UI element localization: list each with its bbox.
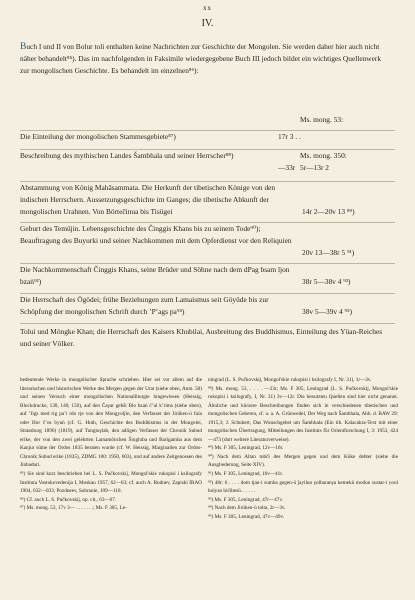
entry-ref: 20v 13—38r 5 ⁹¹) bbox=[302, 248, 355, 257]
footnotes-right-column bbox=[208, 376, 398, 521]
intro-text: uch I und II von Bolur toli enthalten keine Nachrichten zur Geschichte der Mongolen. Sie werden daher hier auch nicht näher behandelt⁸⁵). Das im nachfolgenden in Faksimile wiedergegebene Buch III jedoch bildet ein wichtiges Quellenwerk zur mongolischen Geschichte. Es behandelt im einzelnen⁸⁶): bbox=[20, 42, 382, 76]
entry-row bbox=[20, 294, 395, 318]
closing-paragraph bbox=[20, 326, 392, 350]
entry-row bbox=[20, 264, 395, 288]
footnote: ningrad (L. S. Pučkovskij, Mongol'skie rukopisi i ksilografy I, Nr. 31), 1r—3v. bbox=[208, 377, 372, 383]
footnote: ⁹¹) Ms. F 305, Leningrad, 16v—41r. bbox=[208, 471, 283, 478]
intro-paragraph bbox=[20, 41, 390, 78]
entry-row bbox=[20, 182, 395, 218]
entry-folio: 17r 3 . . bbox=[278, 132, 301, 141]
entry-row bbox=[20, 131, 395, 143]
entry-text: Abstammung von König Mahāsammata. Die Herkunft der tibetischen Könige von den indischen Herrschern. Aussetzungsgeschichte im Ganges; die tibetische Abkunft der mongolischen Urahnen. Von Börtečinua bis Tisügei bbox=[20, 183, 276, 216]
footnote: ⁸⁸) Ms. mong. 53, . . . . —33r; Ms. F 305, Leningrad (L. S. Pučkovskij, Mongol'skie rukopisi i ksilografy, I, Nr. 31) 3v—12r. Die benutzten Quellen sind hier nicht genannt. Ähnliche und kürzere Beschreibungen finden sich in verschiedenen tibetischen und mongolischen Geberen, cf. u. a. A. Grünwedel, Der Weg nach Šambhala, Abh. d. BAW 29: 1915,3; J. Schubert, Das Wunschgebet um Šambhala (Ein tib. Kalacakra-Text mit einer mongolischen Übertragung, Mitteilungen des Instituts für Orientforschung I, 3: 1953, 424—473 (dort weitere Literaturverweise). bbox=[208, 385, 398, 443]
entry-text: Die Einteilung der mongolischen Stammesgebiete⁸⁷) bbox=[20, 132, 176, 141]
section-heading: IV. bbox=[201, 18, 214, 29]
footnote: ⁹⁰) Nach dem Altan tobči des Mergen gegen und dem Köke debter (siehe die Ausgliederung, Seite XIV). bbox=[208, 453, 398, 469]
entry-text: Geburt des Temüjin. Lebensgeschichte des Činggis Khans bis zu seinem Tode⁹⁰); Beauftragung des Buyurki und seiner Nachkommen mit dem Opferdienst vor den Reliquien bbox=[20, 224, 292, 245]
drop-cap: B bbox=[20, 42, 27, 52]
entry-ref: 38v 5—39v 4 ⁹⁵) bbox=[302, 307, 353, 316]
footnote: ⁸⁷) Ms. mong. 53, 17v 3— . . . . . . .; Ms. F 305, Le- bbox=[20, 505, 127, 512]
closing-text: Tolui und Möngke Khan; die Herrschaft des Kaisers Khubilai, Ausbreitung des Buddhismus, Einteilung des Yüan-Reiches und seiner Völker. bbox=[20, 327, 383, 348]
footnote: ⁹⁵) Ms. F 305, Leningrad, 47v—49v. bbox=[208, 513, 285, 520]
footnote: ⁸⁶) Cf. auch L. S. Pučkovskij, op. cit., 63—67. bbox=[20, 496, 117, 503]
page-number: xx bbox=[203, 4, 212, 12]
entry-text: Die Nachkommenschaft Činggis Khans, seine Brüder und Söhne nach dem dPag bsam ljon bzaṅ⁹²) bbox=[20, 265, 290, 286]
footnote: bedeutende Werke in mongolischer Sprache schrieben. Hier sei vor allem auf die literarischen und historischen Werke des Mergen gegen der Urat (siehe oben, Anm. 50) und seinen Versuch einer mongolischen Nationalliturgie hingewiesen (Heissig, Blockdrucke, 130, 140, 150), auf den Čaγar gebši Blo bzaṅ č’ul k’rims (siehe oben), auf ’Jigs med rig pa’i rdo rje von den Mongyoljin, den Verfasser der Jirüken-ü fula oder Hor č’os byuṅ (cf. G. Huth, Geschichte des Buddhismus in der Mongolei, Strassburg 1896) (1819), auf Tungtuγlab, den adligen Verfasser der Chronik Subud erike, der von den zwei gelehrten Lamamönchen Šingluba und Barigamba aus dem Kanjur sūme der Ordos 1835 beraten wurde (cf. W. Heissig, Marginalien zur Ordos-Chronik Subud erike (1835), ZDMG 100: 1950, 603), und auf andere Zeitgenossen des Jinbaduri. bbox=[20, 377, 202, 469]
footnote: ⁸⁹) Ms. F 305, Leningrad, 12v—16r. bbox=[208, 445, 284, 452]
footnote: ⁸⁵) Sie sind kurz beschrieben bei L. S. Pučkovskij, Mongol'skie rukopisi i ksilografy Instituta Vostokovedenija I, Moskau 1957, 62—63; cf. auch A. Rudnev, Zapiski IRAO 1904, 032—033; Pozdneev, Sobranie, 109—110. bbox=[20, 471, 202, 495]
entry-text: Beschreibung des mythischen Landes Šambhala und seiner Herrscher⁸⁸) bbox=[20, 151, 234, 160]
entry-row bbox=[20, 150, 395, 172]
entry-folio: —33r bbox=[278, 163, 296, 172]
entry-text: Die Herrschaft des Ögödei; frühe Beziehungen zum Lamaismus seit Göyüde bis zur Schöpfung der mongolischen Schrift durch ’P’ags pa⁹⁴) bbox=[20, 295, 269, 316]
footnotes-left-column bbox=[20, 376, 202, 513]
divider bbox=[20, 323, 395, 324]
entry-ref: 14r 2—20v 13 ⁸⁹) bbox=[302, 207, 355, 216]
footnote: ⁹²) 48r: 6 . . . . dom tjan-i sumba gegen-ü ĵayilun γolbaranγa kemekü modun sustar-i yool bolyan bičibesü. . . . . . bbox=[208, 479, 398, 495]
entry-ref: 38r 5—38v 4 ⁹³) bbox=[302, 277, 351, 286]
entry-ref: Ms. mong. 350: 5r—13r 2 bbox=[300, 151, 347, 172]
manuscript-ref: Ms. mong. 53: bbox=[300, 115, 344, 124]
footnote: ⁹⁴) Nach dem Jirüken-ü tolta, 2r—3v. bbox=[208, 505, 286, 512]
entry-row bbox=[20, 223, 395, 257]
footnote: ⁹³) Ms. F 305, Leningrad, 47r—47v. bbox=[208, 496, 283, 503]
